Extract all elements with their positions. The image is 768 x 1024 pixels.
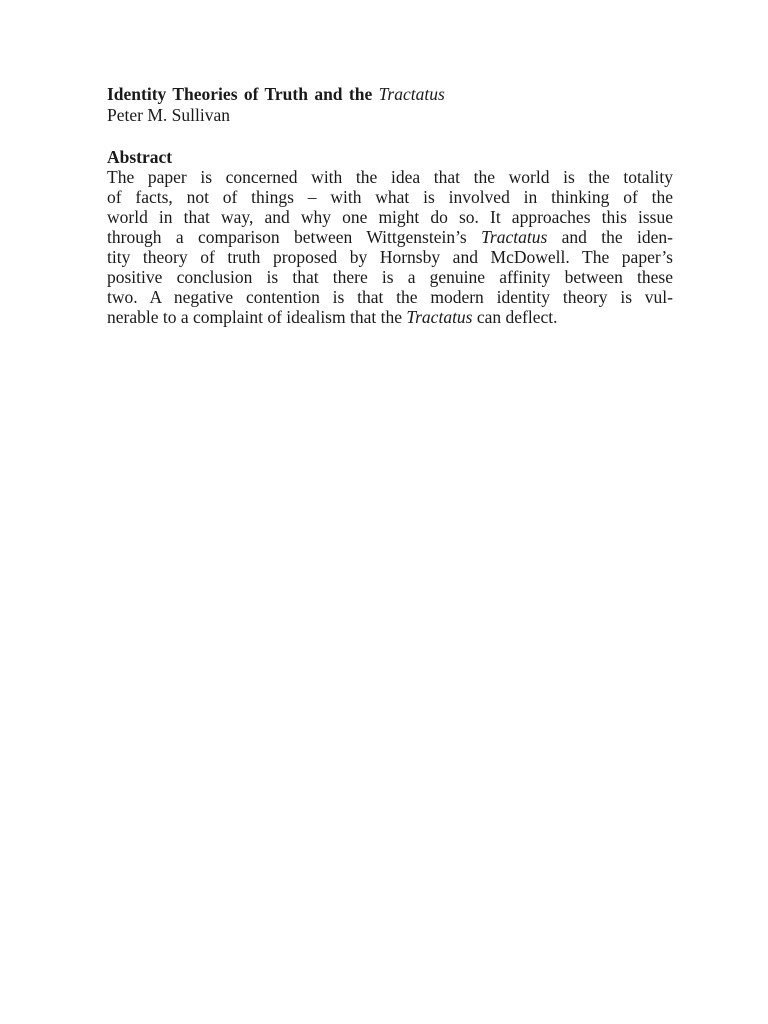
abstract-line xyxy=(107,307,673,327)
abstract-text: through a comparison between Wittgenstein’s xyxy=(107,227,482,247)
abstract-italic-text: Tractatus xyxy=(481,227,548,247)
abstract-italic-text: Tractatus xyxy=(406,307,473,327)
abstract-text: can deflect. xyxy=(472,307,558,327)
abstract-body xyxy=(107,167,673,327)
abstract-line xyxy=(107,167,673,187)
abstract-text: nerable to a complaint of idealism that the xyxy=(107,307,407,327)
abstract-text: and the iden- xyxy=(547,227,674,247)
abstract-line xyxy=(107,207,673,227)
abstract-text: The paper is concerned with the idea that the world is the totality xyxy=(107,167,673,187)
abstract-line xyxy=(107,267,673,287)
paper-page xyxy=(107,84,673,327)
paper-title-main: Identity Theories of Truth and the xyxy=(107,84,379,104)
abstract-line xyxy=(107,287,673,307)
paper-title xyxy=(107,84,673,105)
paper-title-italic: Tractatus xyxy=(378,84,445,104)
abstract-text: tity theory of truth proposed by Hornsby and McDowell. The paper’s xyxy=(107,247,673,267)
abstract-text: world in that way, and why one might do so. It approaches this issue xyxy=(107,207,673,227)
abstract-line xyxy=(107,227,673,247)
paper-author: Peter M. Sullivan xyxy=(107,105,230,125)
abstract-heading: Abstract xyxy=(107,147,173,167)
abstract-text: two. A negative contention is that the modern identity theory is vul- xyxy=(107,287,673,307)
abstract-text: positive conclusion is that there is a genuine affinity between these xyxy=(107,267,673,287)
abstract-line xyxy=(107,247,673,267)
abstract-line xyxy=(107,187,673,207)
abstract-text: of facts, not of things – with what is involved in thinking of the xyxy=(107,187,673,207)
